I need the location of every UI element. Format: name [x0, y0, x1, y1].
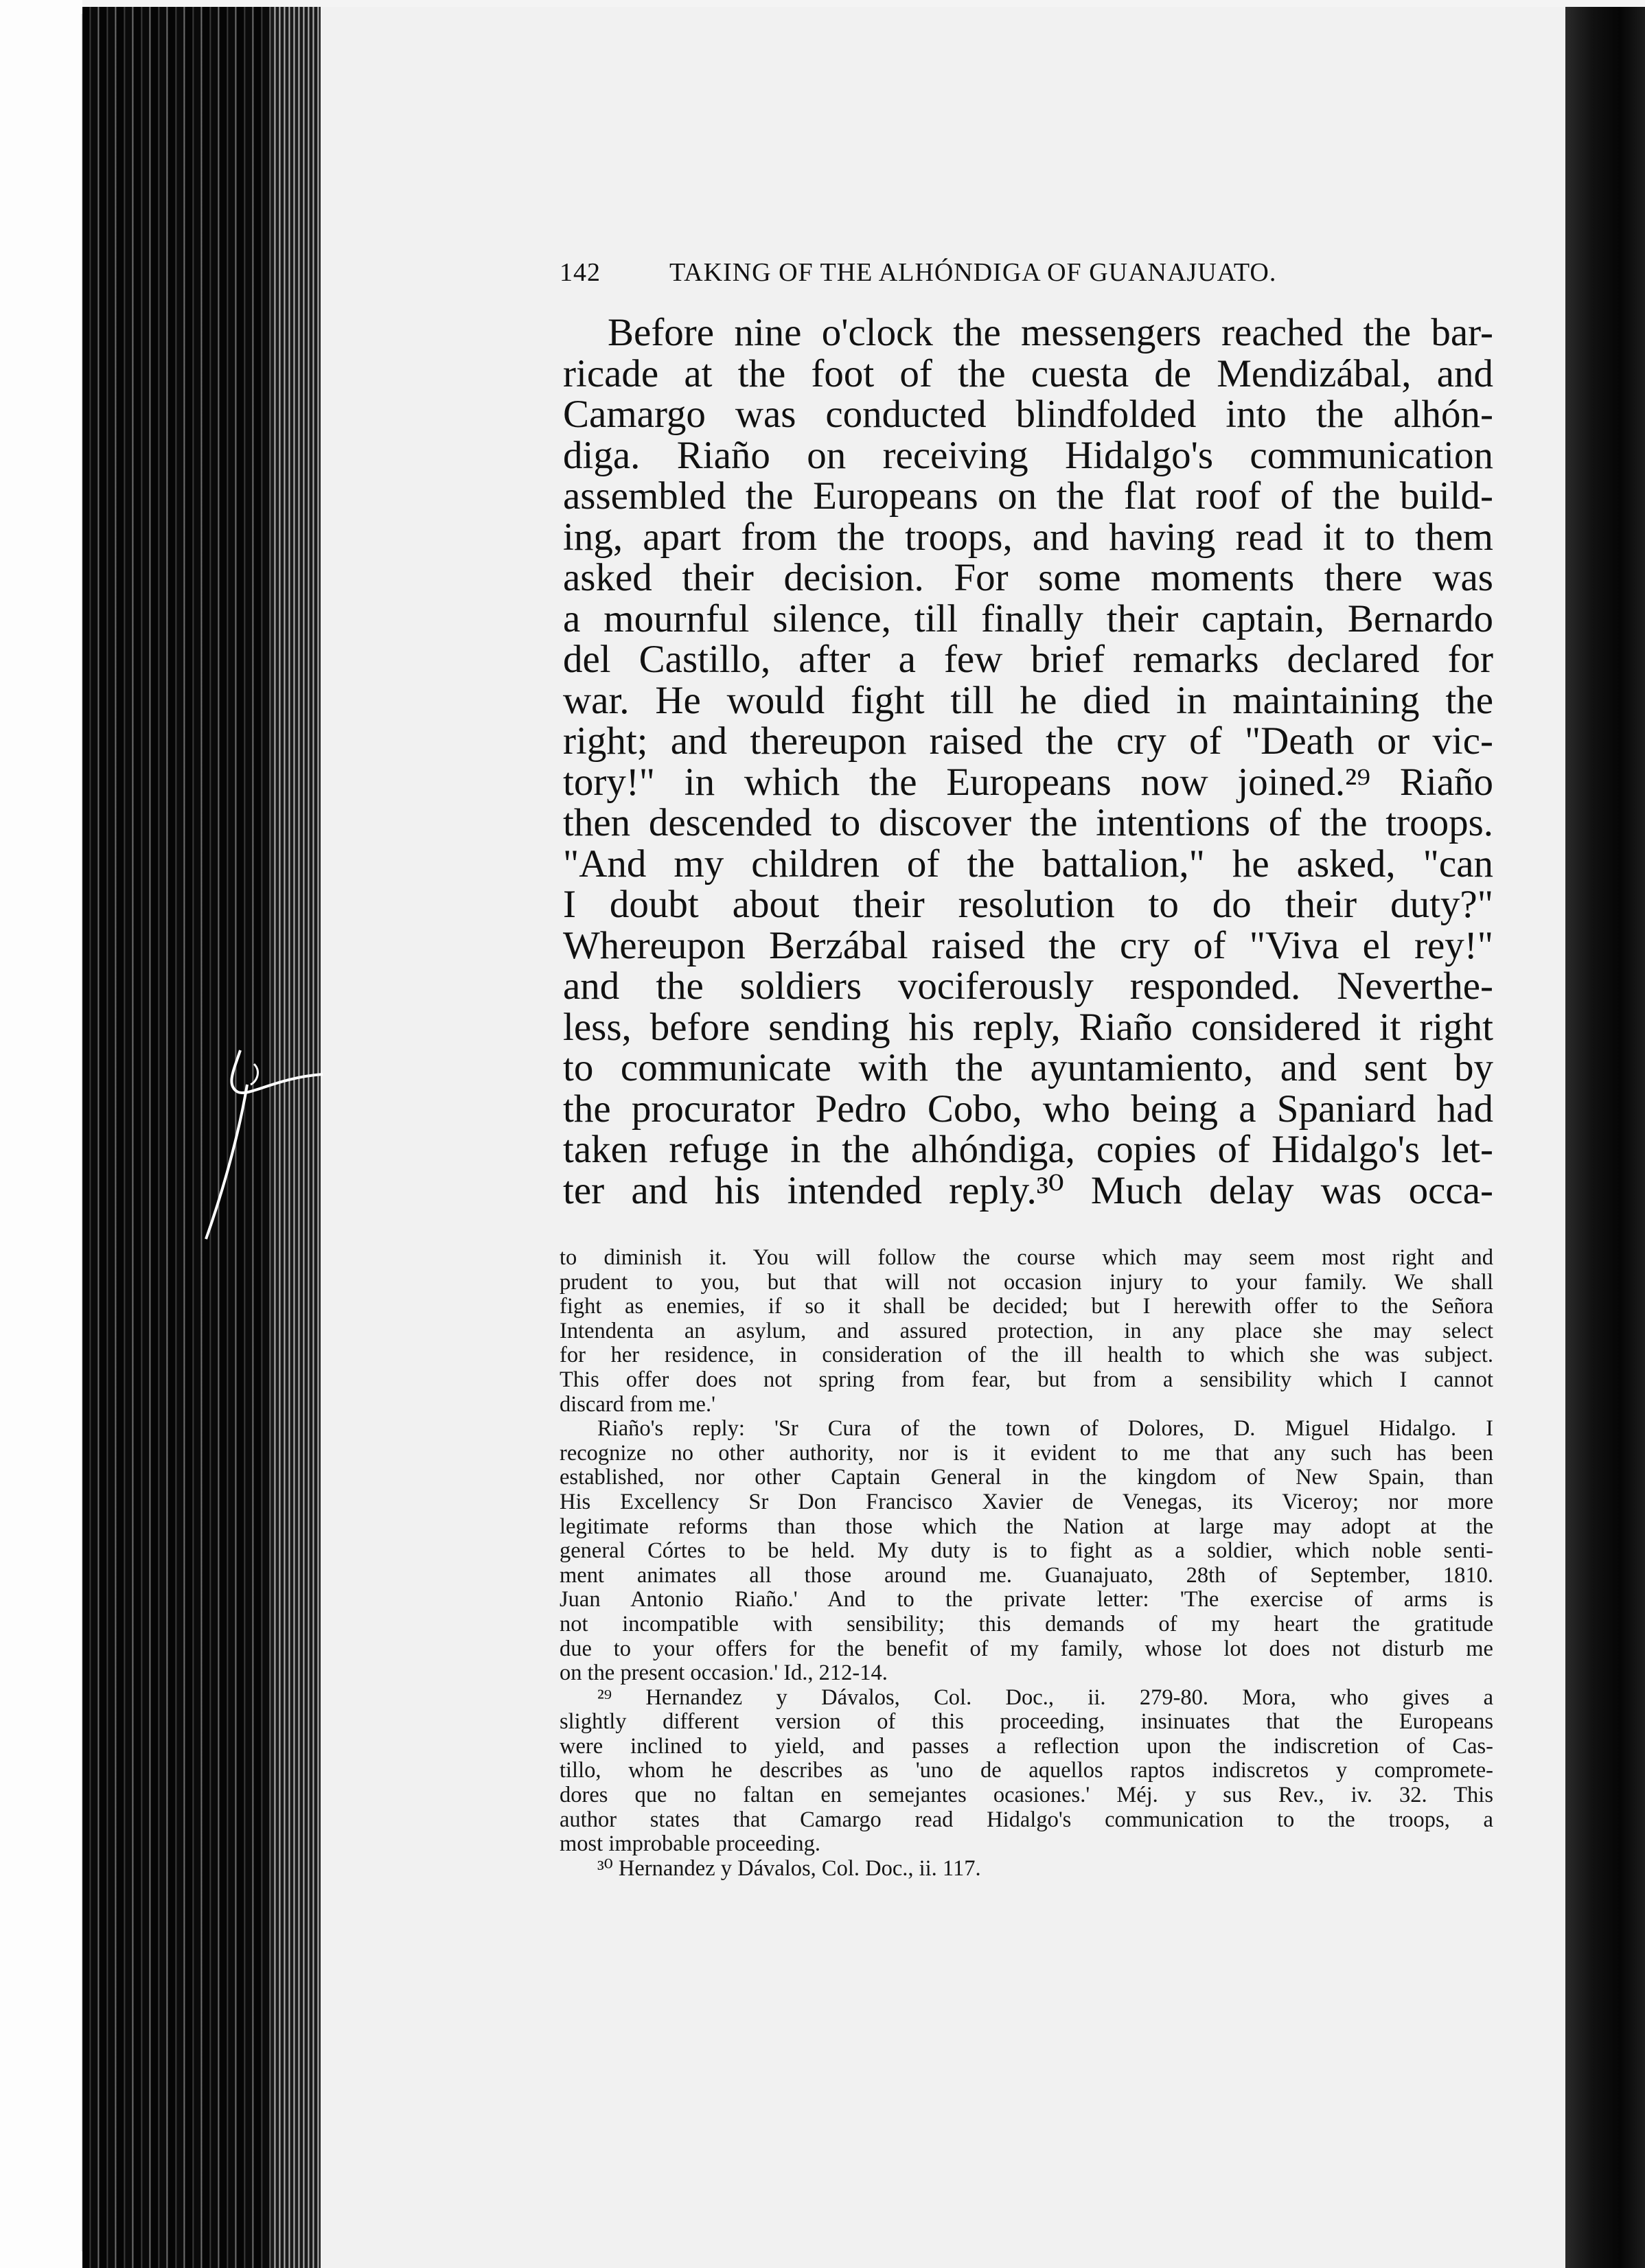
text-line: "And my children of the battalion," he asked, "can [563, 842, 1493, 886]
text-line: diga. Riaño on receiving Hidalgo's communication [563, 433, 1493, 477]
footnote-line: established, nor other Captain General in the kingdom of New Spain, than [560, 1465, 1493, 1490]
footnote-line: discard from me.' [560, 1391, 715, 1417]
text-line: Whereupon Berzábal raised the cry of "Viva el rey!" [563, 923, 1493, 967]
main-text [563, 312, 1493, 1211]
footnote-line: legitimate reforms than those which the Nation at large may adopt at the [560, 1514, 1493, 1539]
footnote-line: Riaño's reply: 'Sr Cura of the town of Dolores, D. Miguel Hidalgo. I [597, 1416, 1493, 1442]
text-line: del Castillo, after a few brief remarks declared for [563, 638, 1493, 681]
text-line: right; and thereupon raised the cry of "Death or vic- [563, 719, 1493, 763]
text-line: and the soldiers vociferously responded. Neverthe- [563, 964, 1493, 1008]
footnote-line: Intendenta an asylum, and assured protection, in any place she may select [560, 1318, 1493, 1343]
footnote-line: most improbable proceeding. [560, 1831, 820, 1857]
text-line: a mournful silence, till finally their captain, Bernardo [563, 597, 1493, 640]
footnote-line: for her residence, in consideration of the ill health to which she was subject. [560, 1343, 1493, 1368]
running-header [560, 257, 1377, 292]
footnote-line: ment animates all those around me. Guanajuato, 28th of September, 1810. [560, 1562, 1493, 1588]
text-line: then descended to discover the intentions of the troops. [563, 801, 1493, 844]
footnote-line: tillo, whom he describes as 'uno de aquellos raptos indiscretos y compromete- [560, 1758, 1493, 1783]
page-number: 142 [560, 258, 601, 287]
text-line: tory!" in which the Europeans now joined.²⁹ Riaño [563, 760, 1493, 804]
footnote-line: on the present occasion.' Id., 212-14. [560, 1660, 888, 1686]
text-line: ing, apart from the troops, and having read it to them [563, 515, 1493, 559]
text-line: the procurator Pedro Cobo, who being a Spaniard had [563, 1087, 1493, 1131]
text-line: to communicate with the ayuntamiento, and sent by [563, 1046, 1493, 1089]
footnote-line: Juan Antonio Riaño.' And to the private letter: 'The exercise of arms is [560, 1587, 1493, 1612]
footnote-line: This offer does not spring from fear, but from a sensibility which I cannot [560, 1367, 1493, 1392]
text-line: Camargo was conducted blindfolded into the alhón- [563, 393, 1493, 436]
scanner-margin [0, 0, 82, 2268]
book-right-edge [1565, 7, 1645, 2268]
pencil-mark [199, 1043, 330, 1242]
running-title: TAKING OF THE ALHÓNDIGA OF GUANAJUATO. [669, 258, 1277, 287]
footnote-line: prudent to you, but that will not occasion injury to your family. We shall [560, 1269, 1493, 1295]
text-line: war. He would fight till he died in maintaining the [563, 678, 1493, 722]
footnote-line: dores que no faltan en semejantes ocasiones.' Méj. y sus Rev., iv. 32. This [560, 1783, 1493, 1808]
text-line: Before nine o'clock the messengers reached the bar- [608, 311, 1493, 354]
text-line: ricade at the foot of the cuesta de Mendizábal, and [563, 351, 1493, 395]
footnote-line: not incompatible with sensibility; this demands of my heart the gratitude [560, 1611, 1493, 1636]
text-line: assembled the Europeans on the flat roof of the build- [563, 474, 1493, 518]
footnote-line: author states that Camargo read Hidalgo's communication to the troops, a [560, 1807, 1493, 1832]
footnote-line: general Córtes to be held. My duty is to fight as a soldier, which noble senti- [560, 1538, 1493, 1564]
footnotes [560, 1246, 1493, 1881]
footnote-line: recognize no other authority, nor is it evident to me that any such has been [560, 1440, 1493, 1466]
footnote-line: His Excellency Sr Don Francisco Xavier de Venegas, its Viceroy; nor more [560, 1489, 1493, 1514]
footnote-line: ²⁹ Hernandez y Dávalos, Col. Doc., ii. 279-80. Mora, who gives a [597, 1685, 1493, 1710]
text-line: taken refuge in the alhóndiga, copies of Hidalgo's let- [563, 1128, 1493, 1171]
footnote-line: were inclined to yield, and passes a reflection upon the indiscretion of Cas- [560, 1733, 1493, 1759]
text-line: asked their decision. For some moments there was [563, 556, 1493, 599]
footnote-line: to diminish it. You will follow the course which may seem most right and [560, 1245, 1493, 1270]
text-line: ter and his intended reply.³⁰ Much delay was occa- [563, 1168, 1493, 1212]
text-line: I doubt about their resolution to do their duty?" [563, 883, 1493, 926]
footnote-line: ³⁰ Hernandez y Dávalos, Col. Doc., ii. 117. [597, 1855, 981, 1881]
text-line: less, before sending his reply, Riaño considered it right [563, 1005, 1493, 1049]
footnote-line: due to your offers for the benefit of my family, whose lot does not disturb me [560, 1636, 1493, 1661]
footnote-line: fight as enemies, if so it shall be decided; but I herewith offer to the Señora [560, 1294, 1493, 1319]
footnote-line: slightly different version of this proceeding, insinuates that the Europeans [560, 1709, 1493, 1735]
